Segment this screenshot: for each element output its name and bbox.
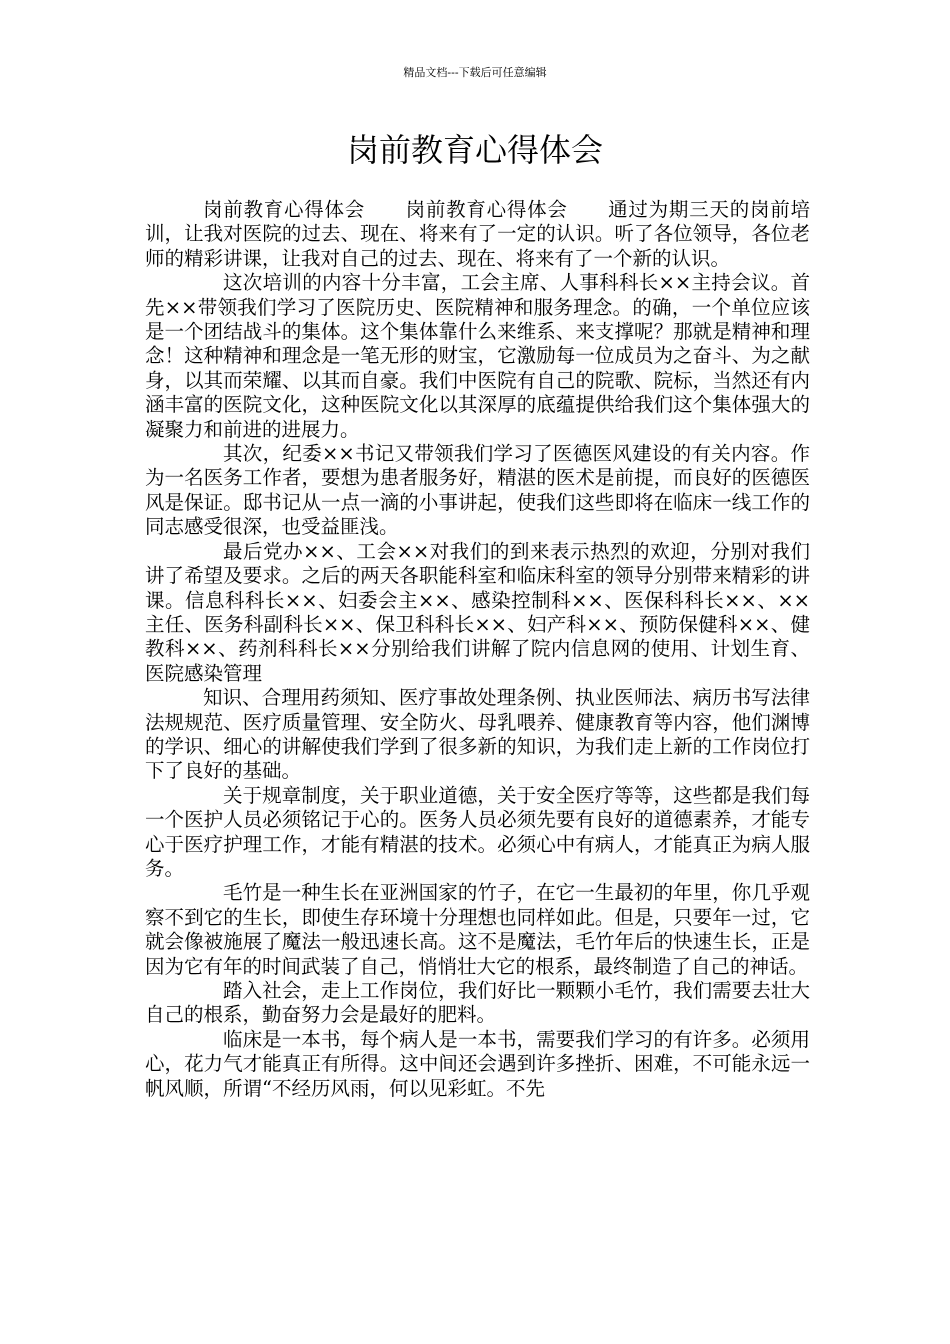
paragraph-entering-society: 踏入社会，走上工作岗位，我们好比一颗颗小毛竹，我们需要去壮大自己的根系，勤奋努力会是最好的肥料。: [145, 979, 810, 1027]
paragraph-intro: 岗前教育心得体会 岗前教育心得体会 通过为期三天的岗前培训，让我对医院的过去、现在、将来有了一定的认识。听了各位领导，各位老师的精彩讲课，让我对自己的过去、现在、将来有了一个新的认识。: [145, 198, 810, 270]
page-header: 精品文档---下载后可任意编辑: [403, 66, 547, 79]
document-body: [145, 198, 810, 1101]
document-title: 岗前教育心得体会: [346, 131, 603, 169]
paragraph-knowledge-topics: 知识、合理用药须知、医疗事故处理条例、执业医师法、病历书写法律法规规范、医疗质量管理、安全防火、母乳喂养、健康教育等内容，他们渊博的学识、细心的讲解使我们学到了很多新的知识，为我们走上新的工作岗位打下了良好的基础。: [145, 686, 810, 783]
paragraph-medical-ethics: 其次，纪委××书记又带领我们学习了医德医风建设的有关内容。作为一名医务工作者，要想为患者服务好，精湛的医术是前提，而良好的医德医风是保证。邸书记从一点一滴的小事讲起，使我们这些即将在临床一线工作的同志感受很深，也受益匪浅。: [145, 442, 810, 539]
paragraph-rules-and-ethics: 关于规章制度，关于职业道德，关于安全医疗等等，这些都是我们每一个医护人员必须铭记于心的。医务人员必须先要有良好的道德素养，才能专心于医疗护理工作，才能有精湛的技术。必须心中有病人，才能真正为病人服务。: [145, 783, 810, 880]
paragraph-clinical-learning: 临床是一本书，每个病人是一本书，需要我们学习的有许多。必须用心，花力气才能真正有所得。这中间还会遇到许多挫折、困难，不可能永远一帆风顺，所谓“不经历风雨，何以见彩虹。不先: [145, 1027, 810, 1100]
paragraph-department-lectures: 最后党办××、工会××对我们的到来表示热烈的欢迎，分别对我们讲了希望及要求。之后的两天各职能科室和临床科室的领导分别带来精彩的讲课。信息科科长××、妇委会主××、感染控制科××、医保科科长××、××主任、医务科副科长××、保卫科科长××、妇产科××、预防保健科××、健教科××、药剂科科长××分别给我们讲解了院内信息网的使用、计划生育、医院感染管理: [145, 539, 810, 685]
paragraph-bamboo-story: 毛竹是一种生长在亚洲国家的竹子，在它一生最初的年里，你几乎观察不到它的生长，即使生存环境十分理想也同样如此。但是，只要年一过，它就会像被施展了魔法一般迅速长高。这不是魔法，毛竹年后的快速生长，正是因为它有年的时间武装了自己，悄悄壮大它的根系，最终制造了自己的神话。: [145, 881, 810, 978]
paragraph-training-content: 这次培训的内容十分丰富，工会主席、人事科科长××主持会议。首先××带领我们学习了医院历史、医院精神和服务理念。的确，一个单位应该是一个团结战斗的集体。这个集体靠什么来维系、来支撑呢？那就是精神和理念！这种精神和理念是一笔无形的财宝，它激励每一位成员为之奋斗、为之献身，以其而荣耀、以其而自豪。我们中医院有自己的院歌、院标，当然还有内涵丰富的医院文化，这种医院文化以其深厚的底蕴提供给我们这个集体强大的凝聚力和前进的进展力。: [145, 271, 810, 441]
